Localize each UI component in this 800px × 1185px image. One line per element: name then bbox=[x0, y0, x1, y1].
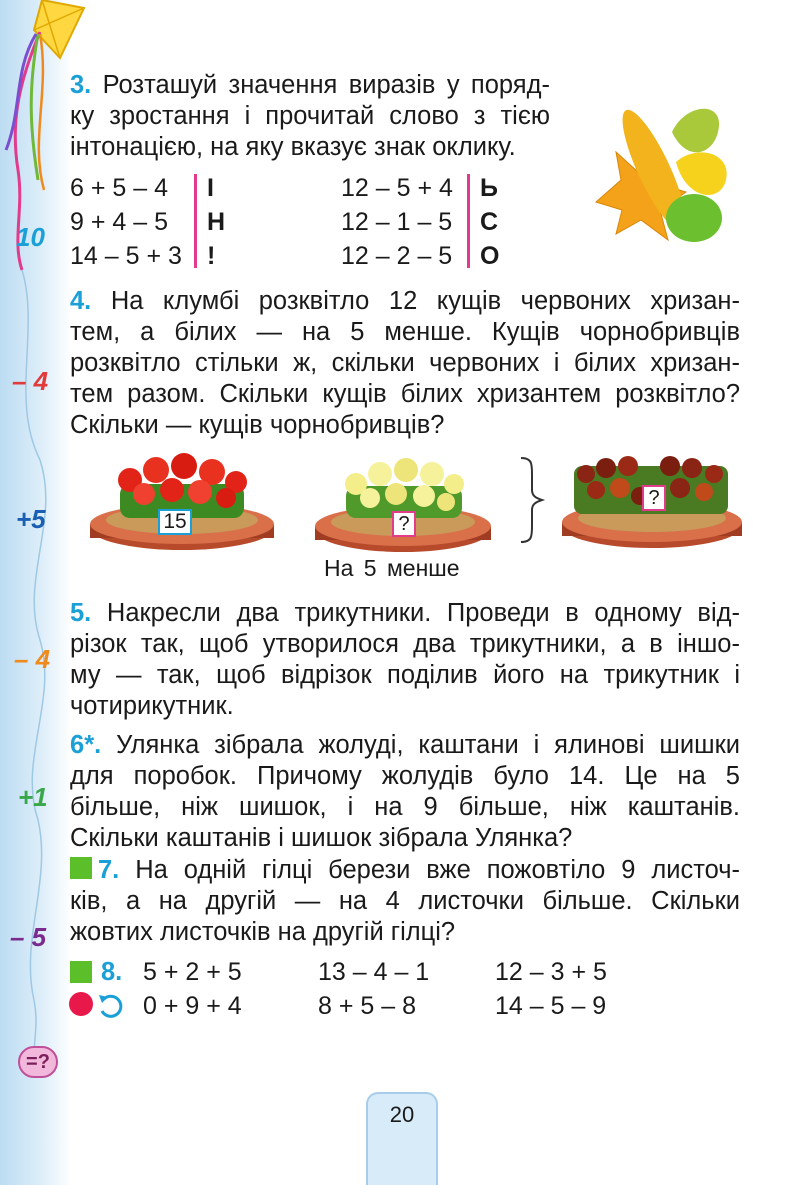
task-5 bbox=[70, 598, 740, 722]
task-text-line: На одній гілці берези вже пожовтіло 9 листоч- bbox=[135, 856, 740, 884]
white-flower-bed bbox=[315, 458, 491, 552]
equals-question-badge bbox=[18, 1046, 58, 1078]
task-text-line: більше, ніж шишок, і на 9 більше, ніж каштанів. bbox=[70, 793, 740, 821]
green-square-icon bbox=[70, 857, 92, 879]
red-bed-count-box bbox=[158, 509, 192, 535]
expression: 8 + 5 – 8 bbox=[318, 992, 416, 1020]
margin-number: – 4 bbox=[12, 366, 49, 396]
red-circle-icon bbox=[69, 992, 93, 1016]
task-text-line: Скільки каштанів і шишок зібрала Улянка? bbox=[70, 824, 573, 852]
green-square-icon bbox=[70, 961, 92, 983]
task-text-line: Улянка зібрала жолуді, каштани і ялинові шишки bbox=[116, 731, 740, 759]
task-text-line: На клумбі розквітло 12 кущів червоних хризан- bbox=[110, 287, 740, 315]
task-text-line: Розташуй значення виразів у поряд- bbox=[102, 71, 550, 99]
task-3 bbox=[70, 70, 550, 163]
task-text-line: Накресли два трикутники. Проведи в одному від- bbox=[106, 599, 740, 627]
expression: 12 – 2 – 5 bbox=[341, 242, 453, 270]
answer-letter: ! bbox=[207, 242, 216, 270]
expression: 5 + 2 + 5 bbox=[143, 958, 242, 986]
page-number-tab bbox=[366, 1092, 438, 1185]
task-text-line: му — так, щоб відрізок поділив його на трикутник і bbox=[70, 661, 740, 689]
autumn-leaves-illustration bbox=[576, 92, 736, 250]
answer-letter: І bbox=[207, 174, 214, 202]
white-bed-question-box bbox=[392, 511, 416, 537]
expression: 12 – 3 + 5 bbox=[495, 958, 607, 986]
answer-letter: Н bbox=[207, 208, 226, 236]
divider-bar bbox=[194, 174, 197, 268]
brace bbox=[521, 458, 542, 542]
cycle-arrows-icon bbox=[99, 995, 121, 1016]
task-number: 6 bbox=[70, 731, 85, 759]
task-text-line: різок так, щоб утворилося два трикутники, а в іншо- bbox=[70, 630, 740, 658]
task-number: 3. bbox=[70, 71, 92, 99]
task-7 bbox=[70, 855, 740, 948]
marigold-bed-question-box bbox=[642, 485, 666, 511]
task-number: 5. bbox=[70, 599, 92, 627]
answer-letter: О bbox=[480, 242, 500, 270]
caption-five-less: На 5 менше bbox=[324, 555, 460, 581]
task-text-line: інтонацією, на яку вказує знак оклику. bbox=[70, 133, 516, 161]
task-text-line: тем, а білих — на 5 менше. Кущів чорнобривців bbox=[70, 318, 740, 346]
margin-number: +1 bbox=[18, 782, 48, 812]
task-text-line: розквітло стільки ж, скільки червоних і білих хризан- bbox=[70, 349, 740, 377]
task-text-line: чотирикутник. bbox=[70, 692, 234, 720]
expression: 14 – 5 + 3 bbox=[70, 242, 182, 270]
expression: 13 – 4 – 1 bbox=[318, 958, 430, 986]
answer-letter: Ь bbox=[480, 174, 498, 202]
margin-number: +5 bbox=[16, 504, 46, 534]
task-text-line: Скільки — кущів чорнобривців? bbox=[70, 411, 445, 439]
red-bed-count: 15 bbox=[163, 510, 187, 533]
expression: 12 – 5 + 4 bbox=[341, 174, 453, 202]
expression: 14 – 5 – 9 bbox=[495, 992, 607, 1020]
marigold-bed-question: ? bbox=[648, 487, 660, 509]
expression: 12 – 1 – 5 bbox=[341, 208, 453, 236]
task-text-line: жовтих листочків на другій гілці? bbox=[70, 918, 456, 946]
answer-letter: С bbox=[480, 208, 499, 236]
page-number: 20 bbox=[389, 1102, 415, 1127]
white-bed-question: ? bbox=[398, 513, 410, 535]
expression: 6 + 5 – 4 bbox=[70, 174, 168, 202]
task-4 bbox=[70, 286, 740, 441]
star-mark: *. bbox=[84, 731, 102, 759]
expression: 9 + 4 – 5 bbox=[70, 208, 168, 236]
task-text-line: для поробок. Причому жолудів було 14. Це на 5 bbox=[70, 762, 740, 790]
task-text-line: ків, а на другій — на 4 листочки більше. Скільки bbox=[70, 887, 740, 915]
expression: 0 + 9 + 4 bbox=[143, 992, 242, 1020]
task-number: 8. bbox=[101, 958, 123, 986]
equals-question-text: =? bbox=[26, 1051, 50, 1073]
task-text-line: ку зростання і прочитай слово з тією bbox=[70, 102, 550, 130]
red-circle-and-cycle-icons bbox=[68, 991, 128, 1019]
task-text-line: тем разом. Скільки кущів білих хризантем розквітло? bbox=[70, 380, 740, 408]
task-6 bbox=[70, 730, 740, 854]
task-number: 4. bbox=[70, 287, 92, 315]
task-number: 7. bbox=[98, 856, 120, 884]
red-flower-bed bbox=[90, 453, 274, 550]
margin-number: – 4 bbox=[14, 644, 51, 674]
divider-bar bbox=[467, 174, 470, 268]
margin-number: 10 bbox=[16, 222, 45, 252]
margin-number: – 5 bbox=[10, 922, 47, 952]
